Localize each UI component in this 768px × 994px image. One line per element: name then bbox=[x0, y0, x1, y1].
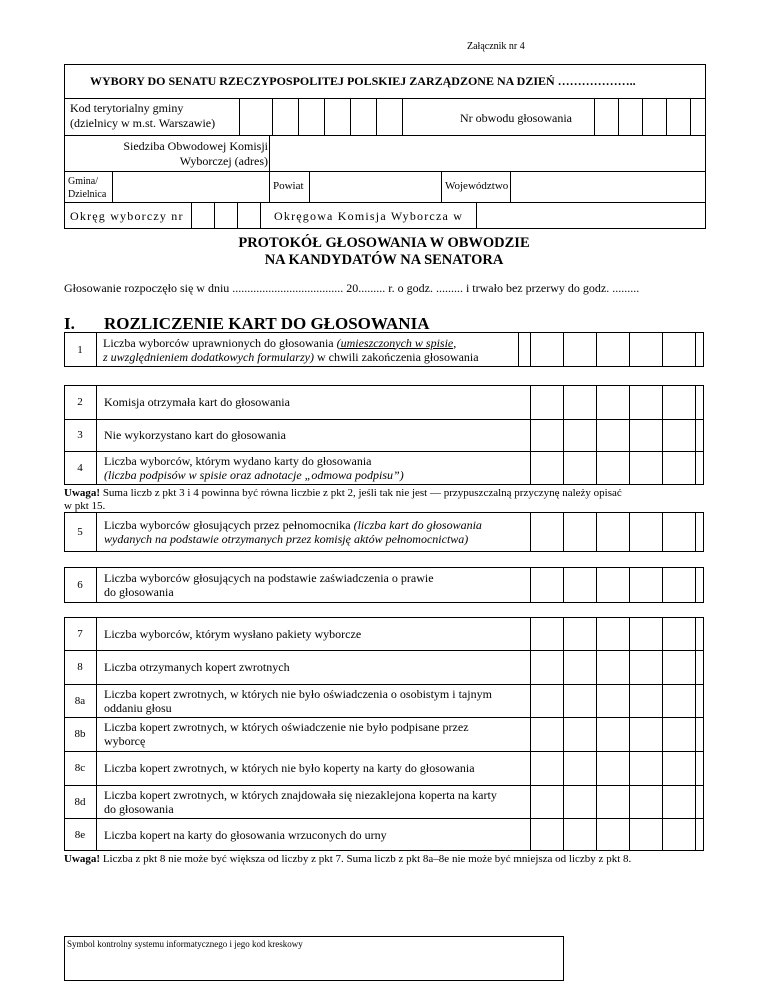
voting-start-line: Głosowanie rozpoczęło się w dniu ..................................... 20......... r. o godz. ......... i trwało bez przerwy do godz. ......... bbox=[64, 281, 640, 295]
value-cells[interactable] bbox=[530, 785, 696, 818]
attachment-label: Załącznik nr 4 bbox=[467, 41, 525, 52]
value-cells[interactable] bbox=[530, 385, 696, 419]
value-cells[interactable] bbox=[530, 567, 696, 603]
row-number: 8b bbox=[74, 728, 86, 740]
section-title: ROZLICZENIE KART DO GŁOSOWANIA bbox=[104, 314, 430, 333]
row-label: Liczba kopert zwrotnych, w których oświadczenie nie było podpisane przez wyborcę bbox=[104, 720, 469, 748]
barcode-label: Symbol kontrolny systemu informatycznego i jego kod kreskowy bbox=[67, 939, 303, 949]
row-label: Liczba wyborców głosujących na podstawie zaświadczenia o prawie do głosowania bbox=[104, 571, 434, 599]
row-number: 8c bbox=[74, 762, 86, 774]
row-number: 8e bbox=[74, 828, 86, 841]
nr-obwodu-cells[interactable] bbox=[594, 98, 691, 135]
kod-gminy-label: Kod terytorialny gminy (dzielnicy w m.st. Warszawie) bbox=[70, 101, 216, 130]
protocol-title: PROTOKÓŁ GŁOSOWANIA W OBWODZIE NA KANDYDATÓW NA SENATORA bbox=[238, 235, 530, 268]
value-cells[interactable] bbox=[530, 617, 696, 650]
note-1: Uwaga! Suma liczb z pkt 3 i 4 powinna być równa liczbie z pkt 2, jeśli tak nie jest — przypuszczalną przyczynę należy opisać w pkt 15. bbox=[64, 487, 622, 512]
row-label: Liczba wyborców, którym wydano karty do głosowania (liczba podpisów w spisie oraz adnotacje „odmowa podpisu”) bbox=[104, 454, 404, 482]
row-label: Liczba kopert zwrotnych, w których nie było koperty na karty do głosowania bbox=[104, 761, 475, 775]
siedziba-label: Siedziba Obwodowej Komisji Wyborczej (adres) bbox=[123, 139, 268, 168]
okreg-cells[interactable] bbox=[191, 202, 261, 229]
row-number: 7 bbox=[77, 627, 83, 640]
row-number: 1 bbox=[77, 343, 83, 356]
row-number: 8a bbox=[74, 694, 86, 707]
value-cells[interactable] bbox=[530, 512, 696, 552]
row-number: 8 bbox=[77, 661, 83, 673]
row-number: 2 bbox=[77, 396, 83, 408]
row-label: Liczba otrzymanych kopert zwrotnych bbox=[104, 660, 290, 674]
value-cells[interactable] bbox=[530, 818, 696, 851]
row-label: Liczba wyborców głosujących przez pełnomocnika (liczba kart do głosowania wydanych na podstawie otrzymanych przez komisję aktów pełnomocnictwa) bbox=[104, 518, 482, 546]
row-number: 4 bbox=[77, 462, 83, 474]
row-number: 6 bbox=[77, 579, 83, 591]
row-number: 5 bbox=[77, 526, 83, 538]
value-cells[interactable] bbox=[530, 419, 696, 451]
row-label: Liczba kopert zwrotnych, w których nie było oświadczenia o osobistym i tajnym oddaniu głosu bbox=[104, 686, 492, 715]
row-label: Nie wykorzystano kart do głosowania bbox=[104, 428, 286, 442]
row-label: Komisja otrzymała kart do głosowania bbox=[104, 395, 290, 409]
row-label: Liczba kopert zwrotnych, w których znajdowała się niezaklejona koperta na karty do głosowania bbox=[104, 787, 497, 816]
value-cells[interactable] bbox=[530, 751, 696, 785]
row-label: Liczba wyborców uprawnionych do głosowania (umieszczonych w spisie, z uwzględnieniem dodatkowych formularzy) w chwili zakończenia głosowania bbox=[103, 335, 479, 364]
section-number: I. bbox=[64, 314, 75, 333]
wojewodztwo-label: Województwo bbox=[445, 180, 509, 192]
kod-gminy-cells[interactable] bbox=[239, 98, 403, 135]
nr-obwodu-label: Nr obwodu głosowania bbox=[460, 111, 572, 125]
note-2: Uwaga! Liczba z pkt 8 nie może być większa od liczby z pkt 7. Suma liczb z pkt 8a–8e nie może być mniejsza od liczby z pkt 8. bbox=[64, 853, 632, 865]
okregowa-komisja-label: Okręgowa Komisja Wyborcza w bbox=[274, 209, 464, 223]
row-label: Liczba kopert na karty do głosowania wrzuconych do urny bbox=[104, 827, 387, 842]
value-cells[interactable] bbox=[530, 684, 696, 717]
row-number: 8d bbox=[74, 795, 86, 808]
value-cells[interactable] bbox=[530, 332, 696, 367]
okreg-label: Okręg wyborczy nr bbox=[70, 209, 184, 223]
gmina-label: Gmina/ Dzielnica bbox=[68, 176, 107, 200]
powiat-label: Powiat bbox=[273, 180, 304, 192]
value-cells[interactable] bbox=[530, 451, 696, 485]
row-label: Liczba wyborców, którym wysłano pakiety wyborcze bbox=[104, 626, 362, 641]
value-cells[interactable] bbox=[530, 717, 696, 751]
row-number: 3 bbox=[77, 429, 83, 441]
election-title: WYBORY DO SENATU RZECZYPOSPOLITEJ POLSKIEJ ZARZĄDZONE NA DZIEŃ ……………….. bbox=[90, 74, 636, 88]
value-cells[interactable] bbox=[530, 650, 696, 684]
